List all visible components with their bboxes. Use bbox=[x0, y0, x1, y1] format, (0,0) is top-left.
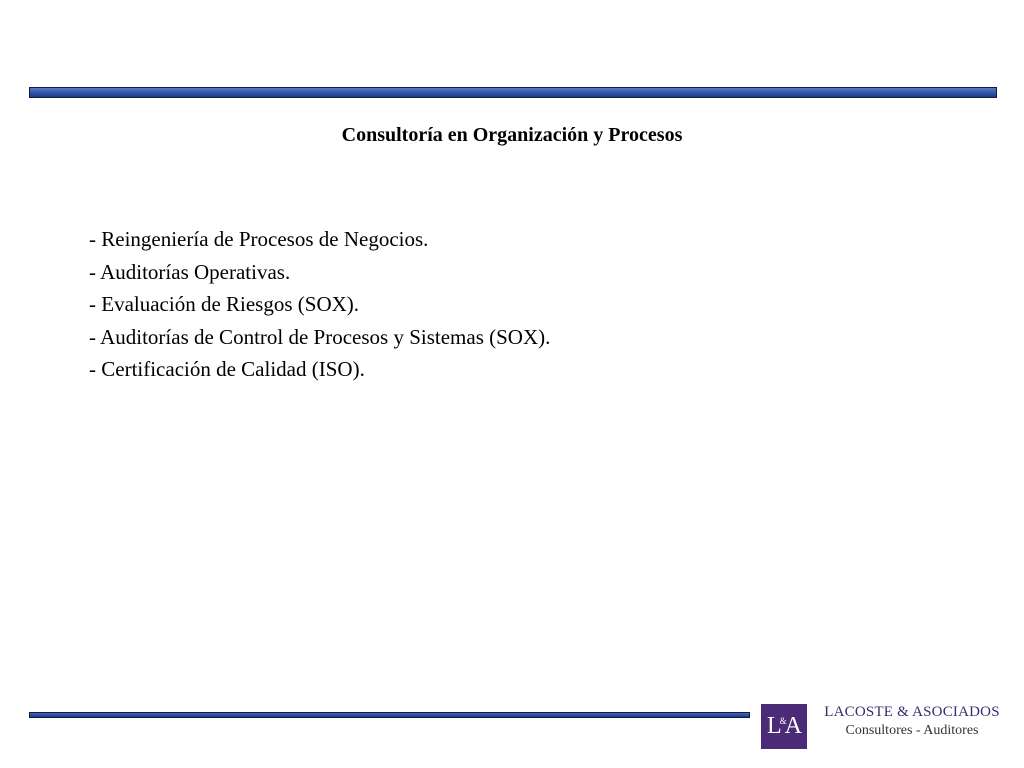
list-item: - Auditorías de Control de Procesos y Sistemas (SOX). bbox=[89, 324, 551, 349]
list-item: - Reingeniería de Procesos de Negocios. bbox=[89, 227, 429, 251]
service-list bbox=[89, 223, 550, 386]
list-item: - Evaluación de Riesgos (SOX). bbox=[89, 292, 360, 316]
logo-letter-l: L bbox=[766, 713, 781, 739]
logo-ampersand: & bbox=[779, 715, 786, 726]
top-divider-bar bbox=[29, 87, 997, 98]
logo-letter-a: A bbox=[784, 713, 802, 739]
list-item: - Certificación de Calidad (ISO). bbox=[89, 357, 365, 381]
company-tagline: Consultores - Auditores bbox=[845, 723, 979, 738]
company-name: LACOSTE & ASOCIADOS bbox=[824, 704, 1000, 720]
company-logo bbox=[761, 704, 807, 749]
slide-title: Consultoría en Organización y Procesos bbox=[341, 124, 683, 146]
list-item: - Auditorías Operativas. bbox=[89, 259, 291, 284]
bottom-divider-bar bbox=[29, 712, 750, 718]
